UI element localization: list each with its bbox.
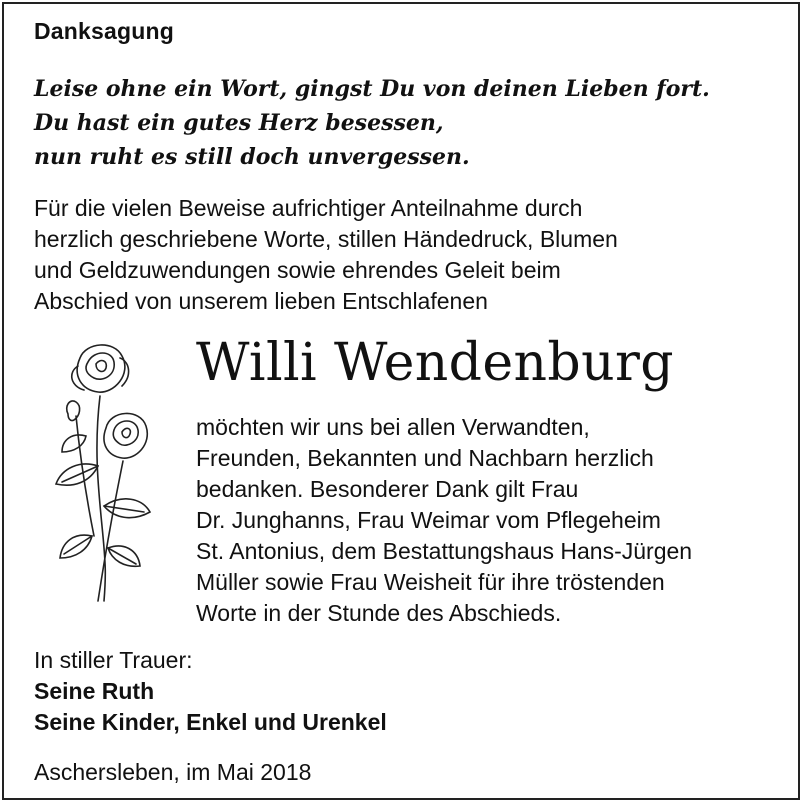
intro-line: Für die vielen Beweise aufrichtiger Anteilnahme durch: [34, 195, 583, 221]
rose-icon: [28, 336, 168, 606]
verse-line: nun ruht es still doch unvergessen.: [34, 144, 470, 170]
thanks-line: möchten wir uns bei allen Verwandten,: [196, 414, 590, 440]
thanks-paragraph: [196, 412, 692, 629]
verse-line: Du hast ein gutes Herz besessen,: [34, 110, 444, 136]
intro-paragraph: [34, 193, 774, 317]
thanks-line: Worte in der Stunde des Abschieds.: [196, 600, 562, 626]
mourner-line: Seine Kinder, Enkel und Urenkel: [34, 709, 387, 735]
thanks-line: bedanken. Besonderer Dank gilt Frau: [196, 476, 579, 502]
notice-heading: Danksagung: [34, 18, 175, 44]
mourning-intro: In stiller Trauer:: [34, 647, 193, 673]
intro-line: Abschied von unserem lieben Entschlafenen: [34, 288, 488, 314]
thanks-line: Müller sowie Frau Weisheit für ihre tröstenden: [196, 569, 665, 595]
verse-line: Leise ohne ein Wort, gingst Du von deinen Lieben fort.: [34, 76, 710, 102]
intro-line: herzlich geschriebene Worte, stillen Händedruck, Blumen: [34, 226, 618, 252]
thanks-line: Freunden, Bekannten und Nachbarn herzlich: [196, 445, 654, 471]
memorial-verse: [34, 72, 710, 174]
place-date: Aschersleben, im Mai 2018: [34, 759, 312, 785]
mourners-block: [34, 645, 387, 738]
mourner-line: Seine Ruth: [34, 678, 155, 704]
deceased-name: Willi Wendenburg: [196, 333, 674, 393]
intro-line: und Geldzuwendungen sowie ehrendes Geleit beim: [34, 257, 561, 283]
thanks-line: St. Antonius, dem Bestattungshaus Hans-Jürgen: [196, 538, 693, 564]
thanks-line: Dr. Junghanns, Frau Weimar vom Pflegeheim: [196, 507, 661, 533]
